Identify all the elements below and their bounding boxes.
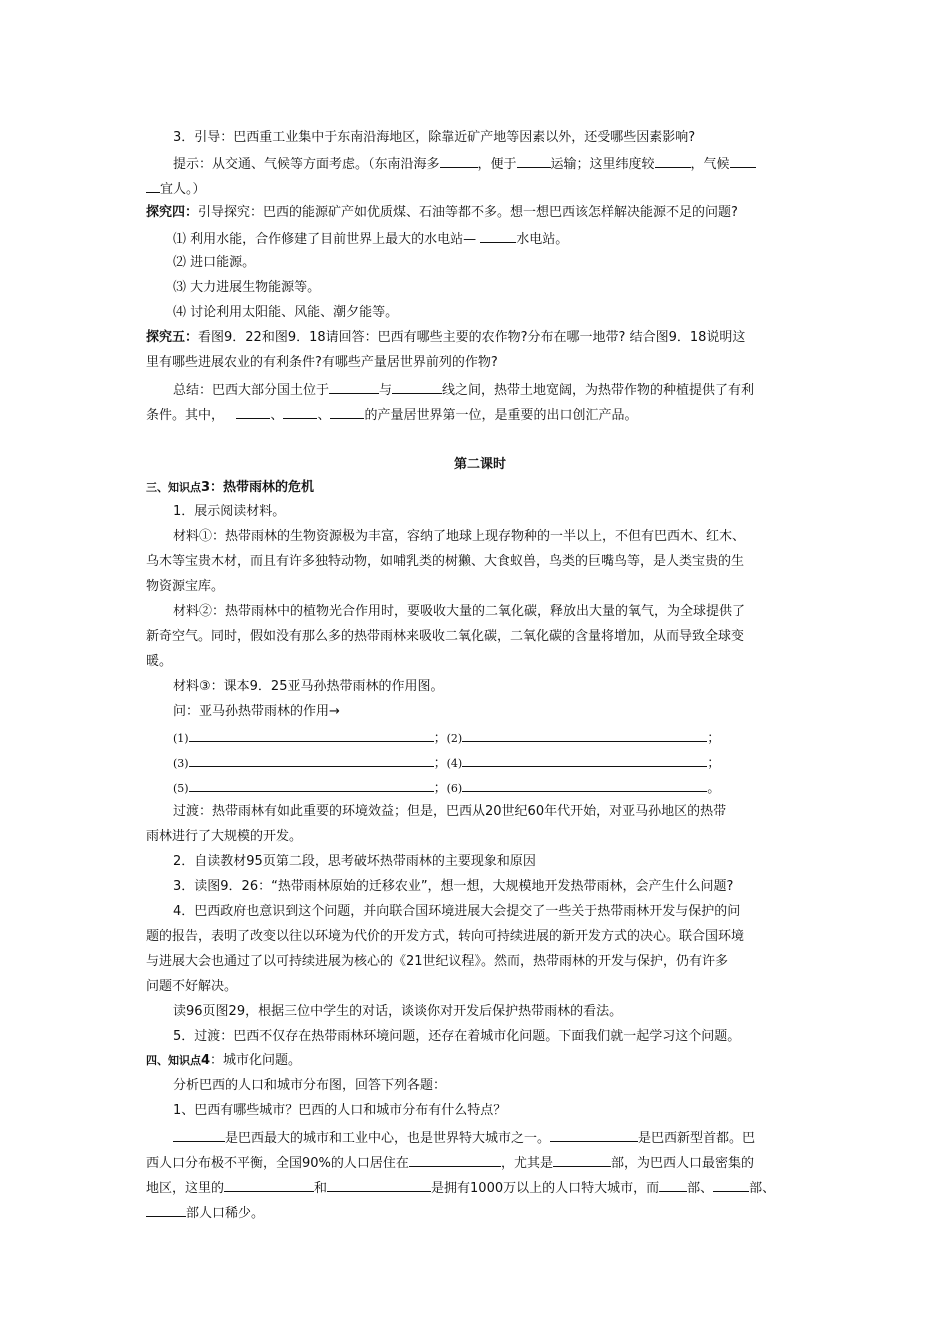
city-text: 西人口分布极不平衡，全国: [146, 1156, 303, 1171]
city-text: 和: [314, 1181, 328, 1196]
kp-prefix: 三、知识点: [146, 481, 201, 494]
blank-field[interactable]: [462, 727, 707, 742]
question-1: 1、巴西有哪些城市？巴西的人口和城市分布有什么特点？: [173, 1103, 507, 1118]
kp-title: ：城市化问题。: [210, 1053, 302, 1068]
fill-label: (4): [446, 757, 463, 770]
para-4: 4．巴西政府也意识到这个问题，并向联合国环境进展大会提交了一些关于热带雨林开发与保护的问: [173, 904, 741, 919]
separator: 、: [270, 408, 284, 423]
summary-line: [173, 379, 841, 401]
blank-field[interactable]: [189, 727, 434, 742]
question-ask: 问：亚马孙热带雨林的作用→: [173, 704, 340, 719]
summary-text: 总结：巴西大部分国土位于: [173, 383, 330, 398]
kp-number: 3: [201, 480, 211, 495]
summary-text: 与: [379, 383, 393, 398]
city-fill-line-3: [146, 1177, 814, 1199]
para-4-cont: 与进展大会也通过了以可持续进展为核心的《21世纪议程》。然而，热带雨林的开发与保护，仍有许多: [146, 954, 729, 969]
explore-4: [146, 203, 814, 223]
knowledge-point-3: [146, 478, 814, 498]
para-4-cont: 题的报告，表明了改变以往以环境为代价的开发方式，转向可持续进展的新开发方式的决心。联合国环境: [146, 929, 745, 944]
city-text: 是巴西新型首都。巴: [638, 1131, 756, 1146]
para-4-read: 读96页图29，根据三位中学生的对话，谈谈你对开发后保护热带雨林的看法。: [173, 1004, 623, 1019]
explore-5-title: 探究五：: [146, 330, 199, 345]
city-text: 部、: [687, 1181, 714, 1196]
blank-field[interactable]: [173, 1127, 225, 1142]
city-text: 是巴西最大的城市和工业中心，也是世界特大城市之一。: [225, 1131, 551, 1146]
fill-row: [173, 777, 841, 799]
material-1: 材料①：热带雨林的生物资源极为丰富，容纳了地球上现存物种的一半以上，不但有巴西木、红木、: [173, 529, 746, 544]
explore-5-text: 看图9．22和图9．18请回答：巴西有哪些主要的农作物?分布在哪一地带? 结合图9．18说明这: [198, 330, 746, 345]
kp-title: ：热带雨林的危机: [210, 480, 315, 495]
city-text: 是拥有1000万以上的人口特大城市，而: [431, 1181, 660, 1196]
material-1-cont: 物资源宝库。: [146, 579, 225, 594]
city-text: 部人口稀少。: [186, 1206, 265, 1221]
fill-row: [173, 727, 841, 749]
item-text: ⑶ 大力进展生物能源等。: [173, 280, 321, 295]
city-text: ，尤其是: [500, 1156, 553, 1171]
question-3-text: 3．引导：巴西重工业集中于东南沿海地区，除靠近矿产地等因素以外，还受哪些因素影响?: [173, 130, 696, 145]
summary-text: 线之间，热带土地宽阔，为热带作物的种植提供了有利: [442, 383, 755, 398]
city-text: 的人口居住在: [330, 1156, 409, 1171]
section-title: 第二课时: [453, 457, 506, 472]
blank-field[interactable]: [462, 752, 707, 767]
blank-field[interactable]: [189, 752, 434, 767]
item-text: ⑴ 利用水能，合作修建了目前世界上最大的水电站—: [173, 232, 477, 247]
kp-number: 4: [201, 1053, 211, 1068]
blank-field[interactable]: [236, 404, 270, 419]
fill-label: (6): [446, 782, 463, 795]
separator: 、: [317, 408, 331, 423]
para-2: 2．自读教材95页第二段，思考破坏热带雨林的主要现象和原因: [173, 854, 536, 869]
blank-field[interactable]: [553, 1152, 611, 1167]
blank-field[interactable]: [327, 1177, 431, 1192]
blank-field[interactable]: [659, 1177, 687, 1192]
percent-value: 90%: [302, 1156, 331, 1171]
blank-field[interactable]: [517, 153, 551, 168]
hint-text-a: 提示：从交通、气候等方面考虑。（东南沿海多: [173, 157, 440, 172]
punct: ；: [707, 756, 721, 771]
hint-text-b: ，便于: [477, 157, 517, 172]
transition-text-cont: 雨林进行了大规模的开发。: [146, 829, 303, 844]
blank-field[interactable]: [440, 153, 478, 168]
blank-field[interactable]: [283, 404, 317, 419]
blank-field[interactable]: [655, 153, 691, 168]
para-5: 5．过渡：巴西不仅存在热带雨林环境问题，还存在着城市化问题。下面我们就一起学习这个问题。: [173, 1029, 741, 1044]
explore-4-item-1: [173, 228, 841, 250]
blank-field[interactable]: [189, 777, 434, 792]
fill-label: (3): [173, 757, 189, 770]
fill-row: [173, 752, 841, 774]
question-3-hint: [173, 153, 841, 175]
blank-field[interactable]: [409, 1152, 501, 1167]
fill-label: (1): [173, 732, 189, 745]
city-fill-line-4: [146, 1202, 814, 1224]
blank-field[interactable]: [480, 228, 516, 243]
material-2-cont: 新奇空气。同时，假如没有那么多的热带雨林来吸收二氧化碳，二氧化碳的含量将增加，从而导致全球变: [146, 629, 745, 644]
para-1: 1．展示阅读材料。: [173, 504, 286, 519]
blank-field[interactable]: [224, 1177, 314, 1192]
blank-field[interactable]: [462, 777, 707, 792]
knowledge-point-4: [146, 1051, 814, 1071]
punct: ；: [433, 781, 447, 796]
blank-field[interactable]: [146, 1202, 186, 1217]
explore-5-text: 里有哪些进展农业的有利条件?有哪些产量居世界前列的作物?: [146, 355, 498, 370]
hint-text-e: 宜人。）: [160, 182, 206, 197]
kp-prefix: 四、知识点: [146, 1054, 201, 1067]
explore-4-item-3: [173, 278, 841, 298]
question-3: [173, 128, 841, 148]
explore-5-cont: [146, 353, 814, 373]
city-text: 地区，这里的: [146, 1181, 225, 1196]
punct: 。: [707, 781, 721, 796]
blank-field[interactable]: [730, 153, 756, 168]
blank-field[interactable]: [550, 1127, 638, 1142]
question-3-hint-cont: [146, 178, 814, 200]
item-text: ⑷ 讨论利用太阳能、风能、潮夕能等。: [173, 305, 399, 320]
punct: ；: [707, 731, 721, 746]
material-1-cont: 乌木等宝贵木材，而且有许多独特动物，如哺乳类的树獭、大食蚁兽，鸟类的巨嘴鸟等，是人类宝贵的生: [146, 554, 745, 569]
explore-4-title: 探究四：: [146, 205, 199, 220]
summary-text: 条件。其中，: [146, 408, 225, 423]
item-text: ⑵ 进口能源。: [173, 255, 256, 270]
material-3: 材料③：课本9．25亚马孙热带雨林的作用图。: [173, 679, 444, 694]
explore-4-item-4: [173, 303, 841, 323]
summary-text: 的产量居世界第一位，是重要的出口创汇产品。: [364, 408, 638, 423]
blank-field[interactable]: [146, 178, 160, 193]
transition-text: 过渡：热带雨林有如此重要的环境效益；但是，巴西从20世纪60年代开始，对亚马孙地区的热带: [173, 804, 727, 819]
punct: ；: [433, 731, 447, 746]
city-fill-line-1: [173, 1127, 841, 1149]
material-2: 材料②：热带雨林中的植物光合作用时，要吸收大量的二氧化碳，释放出大量的氧气，为全球提供了: [173, 604, 746, 619]
blank-field[interactable]: [330, 404, 364, 419]
fill-label: (5): [173, 782, 189, 795]
punct: ；: [433, 756, 447, 771]
para-3: 3．读图9．26：“热带雨林原始的迁移农业”，想一想，大规模地开发热带雨林，会产生什么问题?: [173, 879, 734, 894]
analyze-intro: 分析巴西的人口和城市分布图，回答下列各题：: [173, 1078, 447, 1093]
explore-4-item-2: [173, 253, 841, 273]
material-2-cont: 暖。: [146, 654, 173, 669]
blank-field[interactable]: [713, 1177, 749, 1192]
explore-5: [146, 328, 814, 348]
city-text: 部，为巴西人口最密集的: [610, 1156, 754, 1171]
hint-text-c: 运输；这里纬度较: [550, 157, 655, 172]
blank-field[interactable]: [329, 379, 379, 394]
para-4-cont: 问题不好解决。: [146, 979, 238, 994]
fill-label: (2): [446, 732, 463, 745]
blank-field[interactable]: [392, 379, 442, 394]
item-text: 水电站。: [516, 232, 569, 247]
summary-line-2: [146, 404, 814, 426]
city-text: 部、: [749, 1181, 776, 1196]
city-fill-line-2: [146, 1152, 814, 1174]
hint-text-d: ，气候: [690, 157, 730, 172]
explore-4-text: 引导探究：巴西的能源矿产如优质煤、石油等都不多。想一想巴西该怎样解决能源不足的问题?: [198, 205, 738, 220]
